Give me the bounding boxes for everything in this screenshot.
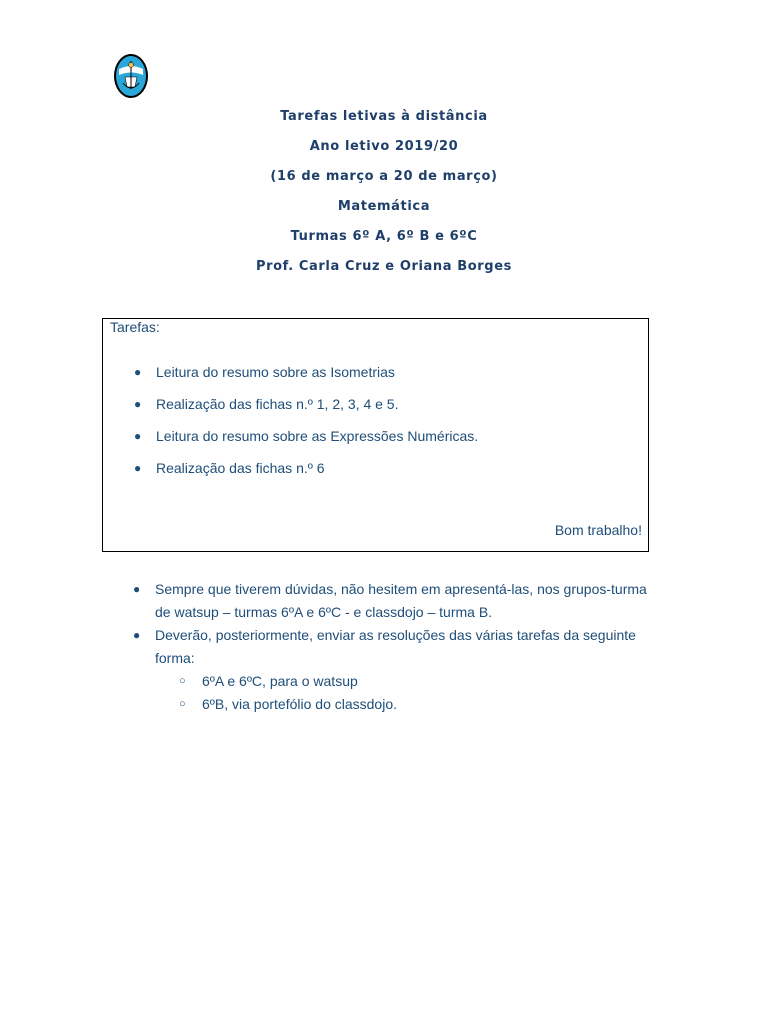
class-groups: Turmas 6º A, 6º B e 6ºC xyxy=(290,229,478,244)
task-item xyxy=(103,395,478,427)
bullet-icon: ● xyxy=(134,397,142,411)
submission-item xyxy=(155,693,662,716)
hollow-circle-icon: ○ xyxy=(179,675,186,687)
submission-text: 6ºA e 6ºC, para o watsup xyxy=(202,673,358,689)
bullet-icon: ● xyxy=(133,582,141,596)
closing-message: Bom trabalho! xyxy=(554,522,642,538)
hollow-circle-icon: ○ xyxy=(179,698,186,710)
teacher-names: Prof. Carla Cruz e Oriana Borges xyxy=(256,259,512,274)
instruction-item xyxy=(102,624,662,716)
school-emblem-icon xyxy=(113,53,149,99)
document-header xyxy=(0,108,768,288)
school-year: Ano letivo 2019/20 xyxy=(309,139,459,154)
task-item xyxy=(103,427,478,459)
bullet-icon: ● xyxy=(134,461,142,475)
task-item-text: Realização das fichas n.º 1, 2, 3, 4 e 5. xyxy=(156,396,399,412)
task-item-text: Realização das fichas n.º 6 xyxy=(156,460,325,476)
task-item xyxy=(103,459,478,491)
date-period: (16 de março a 20 de março) xyxy=(270,169,498,184)
instructions-list xyxy=(102,578,662,716)
submission-text: 6ºB, via portefólio do classdojo. xyxy=(202,696,398,712)
tasks-list xyxy=(103,363,478,491)
subject-name: Matemática xyxy=(337,199,431,214)
submission-item xyxy=(155,670,662,693)
instruction-item xyxy=(102,578,662,624)
bullet-icon: ● xyxy=(134,365,142,379)
task-item-text: Leitura do resumo sobre as Isometrias xyxy=(156,364,395,380)
submission-list xyxy=(155,670,662,716)
tasks-box xyxy=(102,318,649,552)
school-logo xyxy=(113,53,149,99)
bullet-icon: ● xyxy=(133,628,141,642)
tasks-heading: Tarefas: xyxy=(110,319,160,335)
task-item xyxy=(103,363,478,395)
document-title: Tarefas letivas à distância xyxy=(280,109,488,124)
bullet-icon: ● xyxy=(134,429,142,443)
instruction-text: Sempre que tiverem dúvidas, não hesitem em apresentá-las, nos grupos-turma de watsup – turmas 6ºA e 6ºC - e classdojo – turma B. xyxy=(155,581,647,620)
task-item-text: Leitura do resumo sobre as Expressões Numéricas. xyxy=(156,428,479,444)
instruction-text: Deverão, posteriormente, enviar as resoluções das várias tarefas da seguinte forma: xyxy=(155,627,636,666)
